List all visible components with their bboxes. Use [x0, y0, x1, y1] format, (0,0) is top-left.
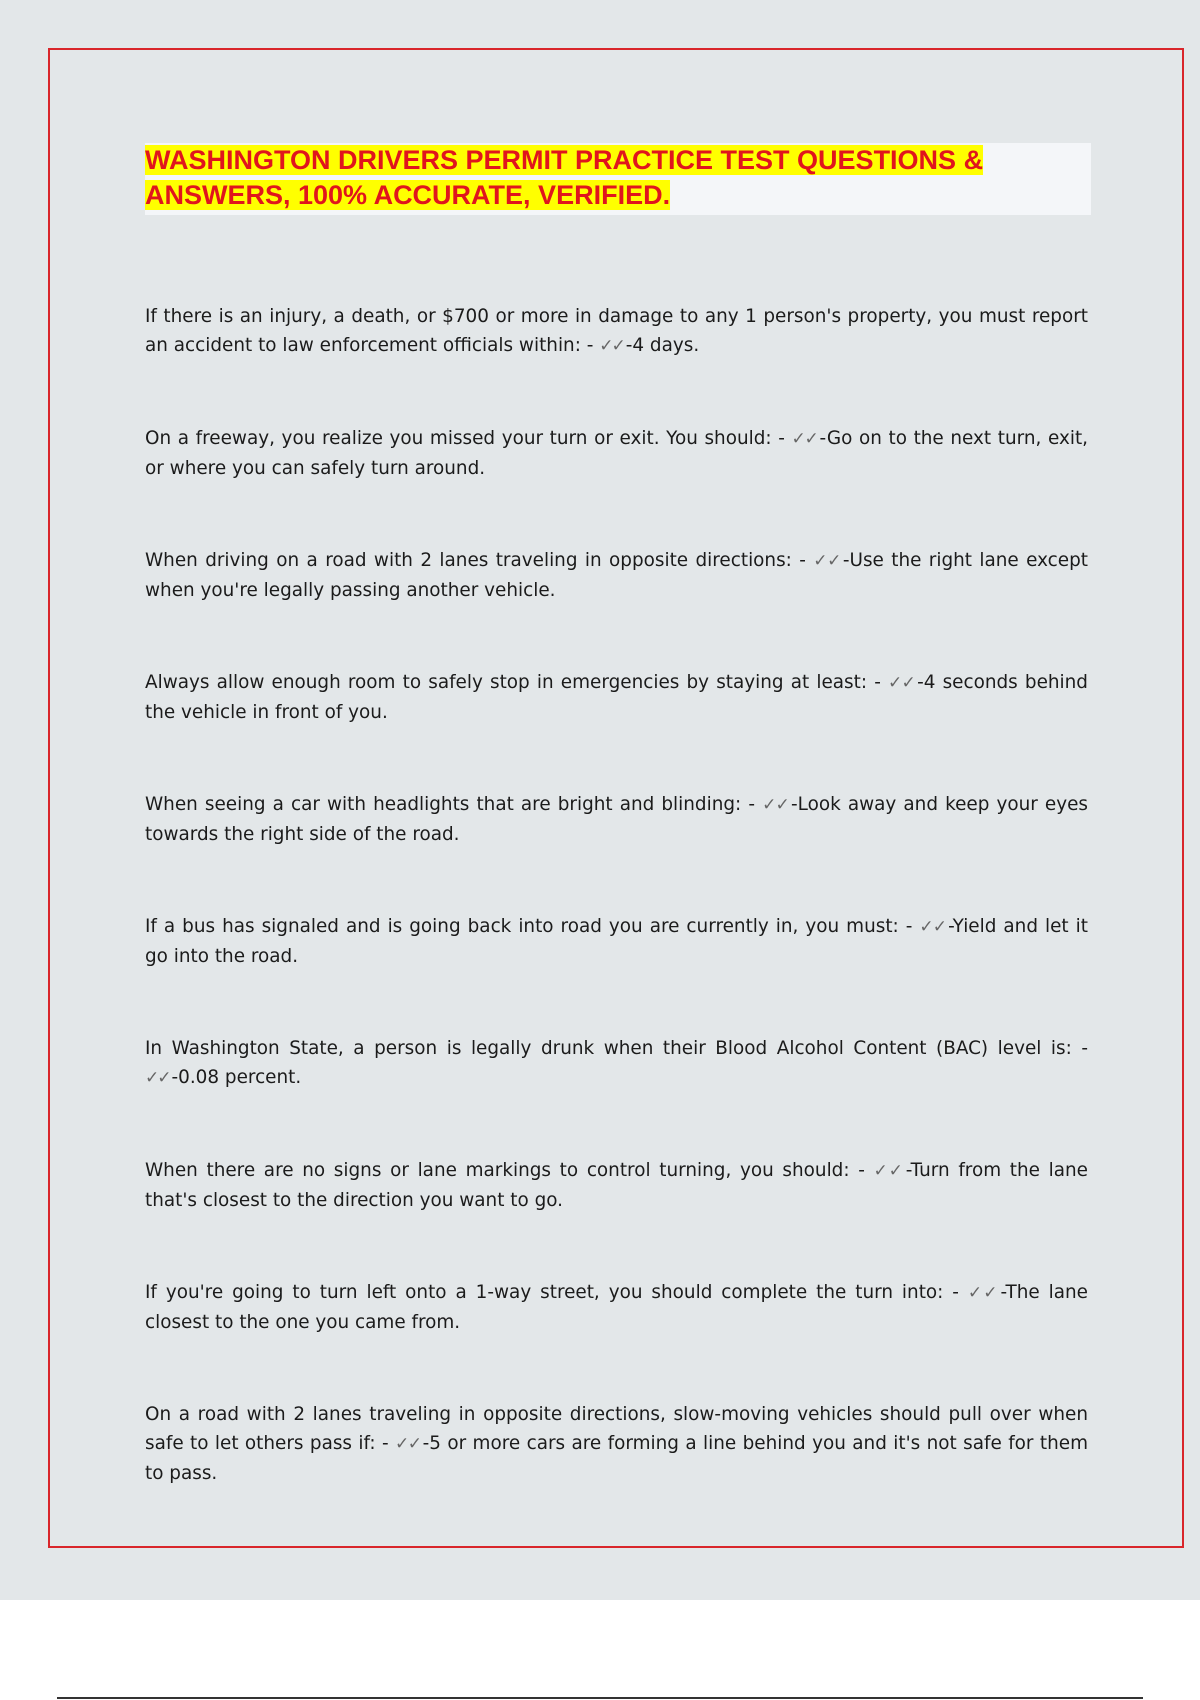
question-text: When there are no signs or lane markings to control turning, you should: - — [145, 1160, 865, 1181]
question-text: On a freeway, you realize you missed your turn or exit. You should: - — [145, 428, 785, 449]
question-text: On a road with 2 lanes traveling in opposite directions, slow-moving vehicles should pull over when safe to let others pass if: - — [145, 1404, 1088, 1454]
answer-text: -The lane closest to the one you came from. — [145, 1282, 1088, 1333]
question-text: In Washington State, a person is legally drunk when their Blood Alcohol Content (BAC) level is: - — [145, 1038, 1088, 1059]
question-text: If a bus has signaled and is going back into road you are currently in, you must: - — [145, 916, 913, 937]
answer-text: -Turn from the lane that's closest to the direction you want to go. — [145, 1160, 1088, 1211]
answer-text: -Use the right lane except when you're legally passing another vehicle. — [145, 550, 1088, 601]
double-check-icon: ✓✓ — [791, 429, 818, 449]
double-check-icon: ✓✓ — [145, 1068, 170, 1088]
answer-text: -4 seconds behind the vehicle in front of you. — [145, 672, 1088, 723]
title-block — [145, 143, 1091, 215]
question-text: When seeing a car with headlights that are bright and blinding: - — [145, 794, 755, 815]
answer-text: -Yield and let it go into the road. — [145, 916, 1088, 967]
title-line-2: ANSWERS, 100% ACCURATE, VERIFIED. — [145, 180, 671, 210]
double-check-icon: ✓✓ — [394, 1434, 421, 1454]
double-check-icon: ✓✓ — [887, 673, 916, 693]
answer-text: -Look away and keep your eyes towards the right side of the road. — [145, 794, 1088, 845]
question-text: When driving on a road with 2 lanes traveling in opposite directions: - — [145, 550, 806, 571]
question-text: Always allow enough room to safely stop in emergencies by staying at least: - — [145, 672, 881, 693]
answer-text: -4 days. — [625, 335, 700, 356]
question-text: If there is an injury, a death, or $700 or more in damage to any 1 person's property, you must report an accident to law enforcement officials within: - — [145, 306, 1088, 356]
qa-item — [145, 546, 1088, 605]
qa-item — [145, 668, 1088, 727]
qa-item — [145, 1034, 1088, 1093]
qa-item — [145, 424, 1088, 483]
answer-text: -0.08 percent. — [171, 1067, 302, 1088]
double-check-icon: ✓✓ — [813, 551, 841, 571]
qa-item — [145, 1156, 1088, 1215]
page-title — [145, 143, 1091, 213]
double-check-icon: ✓✓ — [762, 795, 790, 815]
qa-item — [145, 302, 1088, 361]
qa-item — [145, 1400, 1088, 1488]
answer-text: -Go on to the next turn, exit, or where you can safely turn around. — [145, 428, 1088, 479]
double-check-icon: ✓✓ — [919, 917, 947, 937]
double-check-icon: ✓✓ — [599, 336, 624, 356]
double-check-icon: ✓✓ — [967, 1283, 999, 1303]
qa-item — [145, 1278, 1088, 1337]
double-check-icon: ✓✓ — [873, 1161, 904, 1181]
title-line-1: WASHINGTON DRIVERS PERMIT PRACTICE TEST QUESTIONS & — [145, 145, 984, 175]
qa-list — [145, 302, 1088, 1551]
footer-divider — [57, 1697, 1143, 1699]
qa-item — [145, 790, 1088, 849]
qa-item — [145, 912, 1088, 971]
question-text: If you're going to turn left onto a 1-way street, you should complete the turn into: - — [145, 1282, 959, 1303]
answer-text: -5 or more cars are forming a line behind you and it's not safe for them to pass. — [145, 1433, 1088, 1484]
